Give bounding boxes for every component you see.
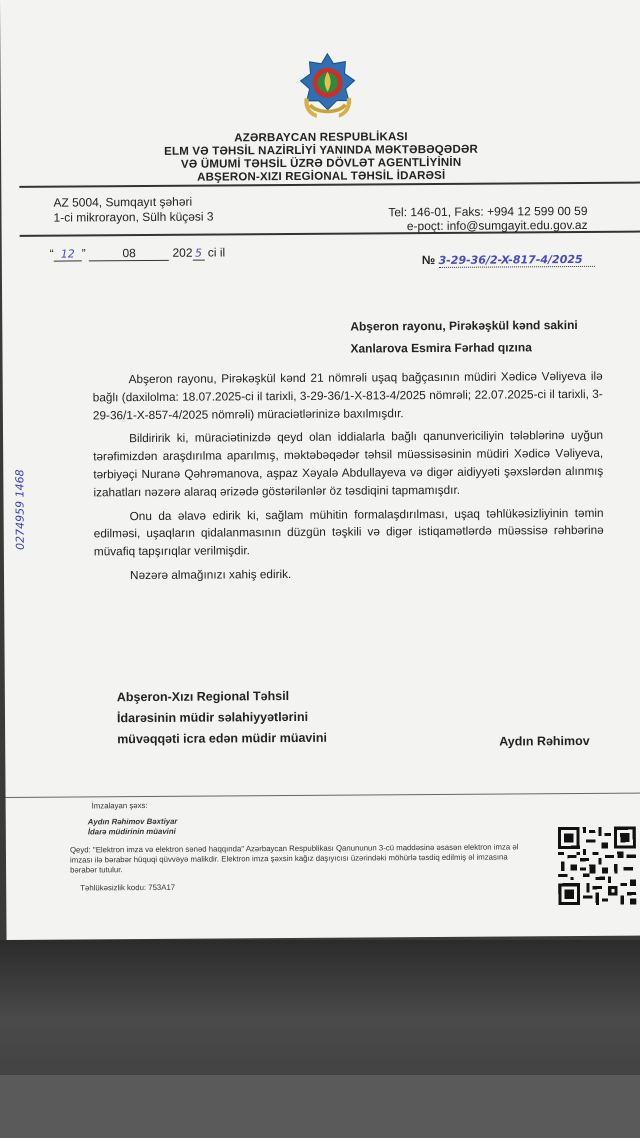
letter-date: “ 12 ” 08 202 5 ci il [49, 245, 226, 261]
header-divider-bottom [20, 231, 640, 237]
azerbaijan-coat-of-arms-icon [296, 51, 358, 121]
body-paragraph-3: Onu da əlavə edirik ki, sağlam mühitin formalaşdırılması, uşaq təhlükəsizliyinin təmin edilməsi, uşaqların qidalanmasının düzgün təşkili və digər istiqamətlərdə müəssisə rəhbərinə müvafiq tapşırıqlar verilmişdir. [93, 505, 604, 559]
address-line-2: 1-ci mikrorayon, Sülh küçəsi 3 [53, 209, 214, 225]
signature-title-line-2: İdarəsinin müdir səlahiyyətlərini [116, 709, 309, 726]
signer-label: İmzalayan şəxs: [91, 800, 148, 811]
date-month: 08 [89, 246, 169, 262]
letterhead [161, 131, 481, 185]
footer-divider [6, 793, 640, 798]
signature-title-line-3: müvəqqəti icra edən müdir müavini [117, 730, 327, 747]
body-paragraph-2: Bildiririk ki, müraciətinizdə qeyd olan iddialarla bağlı qanunvericiliyin tələblərinə uyğun tərəfimizdən araşdırılma aparılmış, məktəbəqədər təhsil müəssisəsinin müdiri Xədicə Vəliyeva, tərbiyəçi Nuranə Qəhrəmanova, aşpaz Xəyalə Abdullayeva və digər aidiyyəti şəxslərdən alınmış izahatları nəzərə alaraq ərizədə göstərilənlər öz təsdiqini tapmamışdır. [93, 428, 604, 500]
e-signature-footer [70, 798, 533, 893]
signatory-name: Aydın Rəhimov [499, 733, 590, 749]
signer-name: Aydın Rəhimov Bəxtiyar [87, 816, 178, 827]
signer-title: İdarə müdirinin müavini [87, 826, 176, 837]
desk-background [0, 940, 640, 1138]
recipient [350, 314, 600, 360]
letterhead-agency: VƏ ÜMUMİ TƏHSİL ÜZRƏ DÖVLƏT AGENTLİYİNİN [180, 156, 462, 171]
recipient-line-1: Abşeron rayonu, Pirəkəşkül kənd sakini [350, 317, 578, 334]
reference-label: № [421, 252, 436, 268]
letter-body [93, 368, 605, 591]
signature-title [117, 685, 417, 750]
letterhead-ministry: ELM VƏ TƏHSİL NAZİRLİYİ YANINDA MƏKTƏBƏQƏDƏR [164, 143, 479, 158]
date-day: 12 [54, 247, 82, 261]
date-year-prefix: 202 [172, 245, 193, 260]
address-line-1: AZ 5004, Sumqayıt şəhəri [53, 194, 193, 210]
letterhead-office: ABŞERON-XIZI REGİONAL TƏHSİL İDARƏSİ [196, 169, 446, 184]
signature-title-line-1: Abşeron-Xızı Regional Təhsil [116, 688, 290, 705]
handwritten-margin-note: 0274959 1468 [13, 469, 27, 550]
postal-address [53, 195, 213, 226]
desk-edge [0, 1075, 640, 1138]
reference-number [422, 252, 595, 268]
reference-value: 3-29-36/2-X-817-4/2025 [439, 253, 595, 268]
date-suffix: ci il [207, 245, 226, 260]
security-code: Təhlükəsizlik kodu: 753A17 [80, 882, 176, 893]
qr-code-icon [558, 824, 637, 909]
contact-info [375, 204, 587, 233]
legal-note: Qeyd: "Elektron imza və elektron sənəd haqqında" Azərbaycan Respublikası Qanununun 3-cü maddəsinə əsasən elektron imza əl imzası ilə bərabər hüquqi qüvvəyə malikdir. Elektron imza şəxsin kağız daşıyıcısı üzərindəki möhürlə təsdiq edilmiş əl imzasına bərabər tutulur. [69, 842, 519, 875]
phone-fax: Tel: 146-01, Faks: +994 12 599 00 59 [388, 203, 588, 220]
email: e-poçt: info@sumgayit.edu.gov.az [406, 217, 588, 234]
letterhead-country: AZƏRBAYCAN RESPUBLİKASI [234, 131, 408, 145]
recipient-line-2: Xanlarova Esmira Fərhad qızına [350, 340, 532, 356]
body-paragraph-1: Abşeron rayonu, Pirəkəşkül kənd 21 nömrəli uşaq bağçasının müdiri Xədicə Vəliyeva ilə bağlı (daxilolma: 18.07.2025-ci il tarixli, 3-29-36/1-X-813-4/2025 nömrəli; 22.07.2025-ci il tarixli, 3-29-36/1-X-857-4/2025 nömrəli) müraciətlərinizə baxılmışdır. [92, 368, 603, 422]
body-paragraph-4: Nəzərə almağınızı xahiş edirik. [129, 566, 292, 583]
date-year-digit: 5 [192, 247, 204, 261]
